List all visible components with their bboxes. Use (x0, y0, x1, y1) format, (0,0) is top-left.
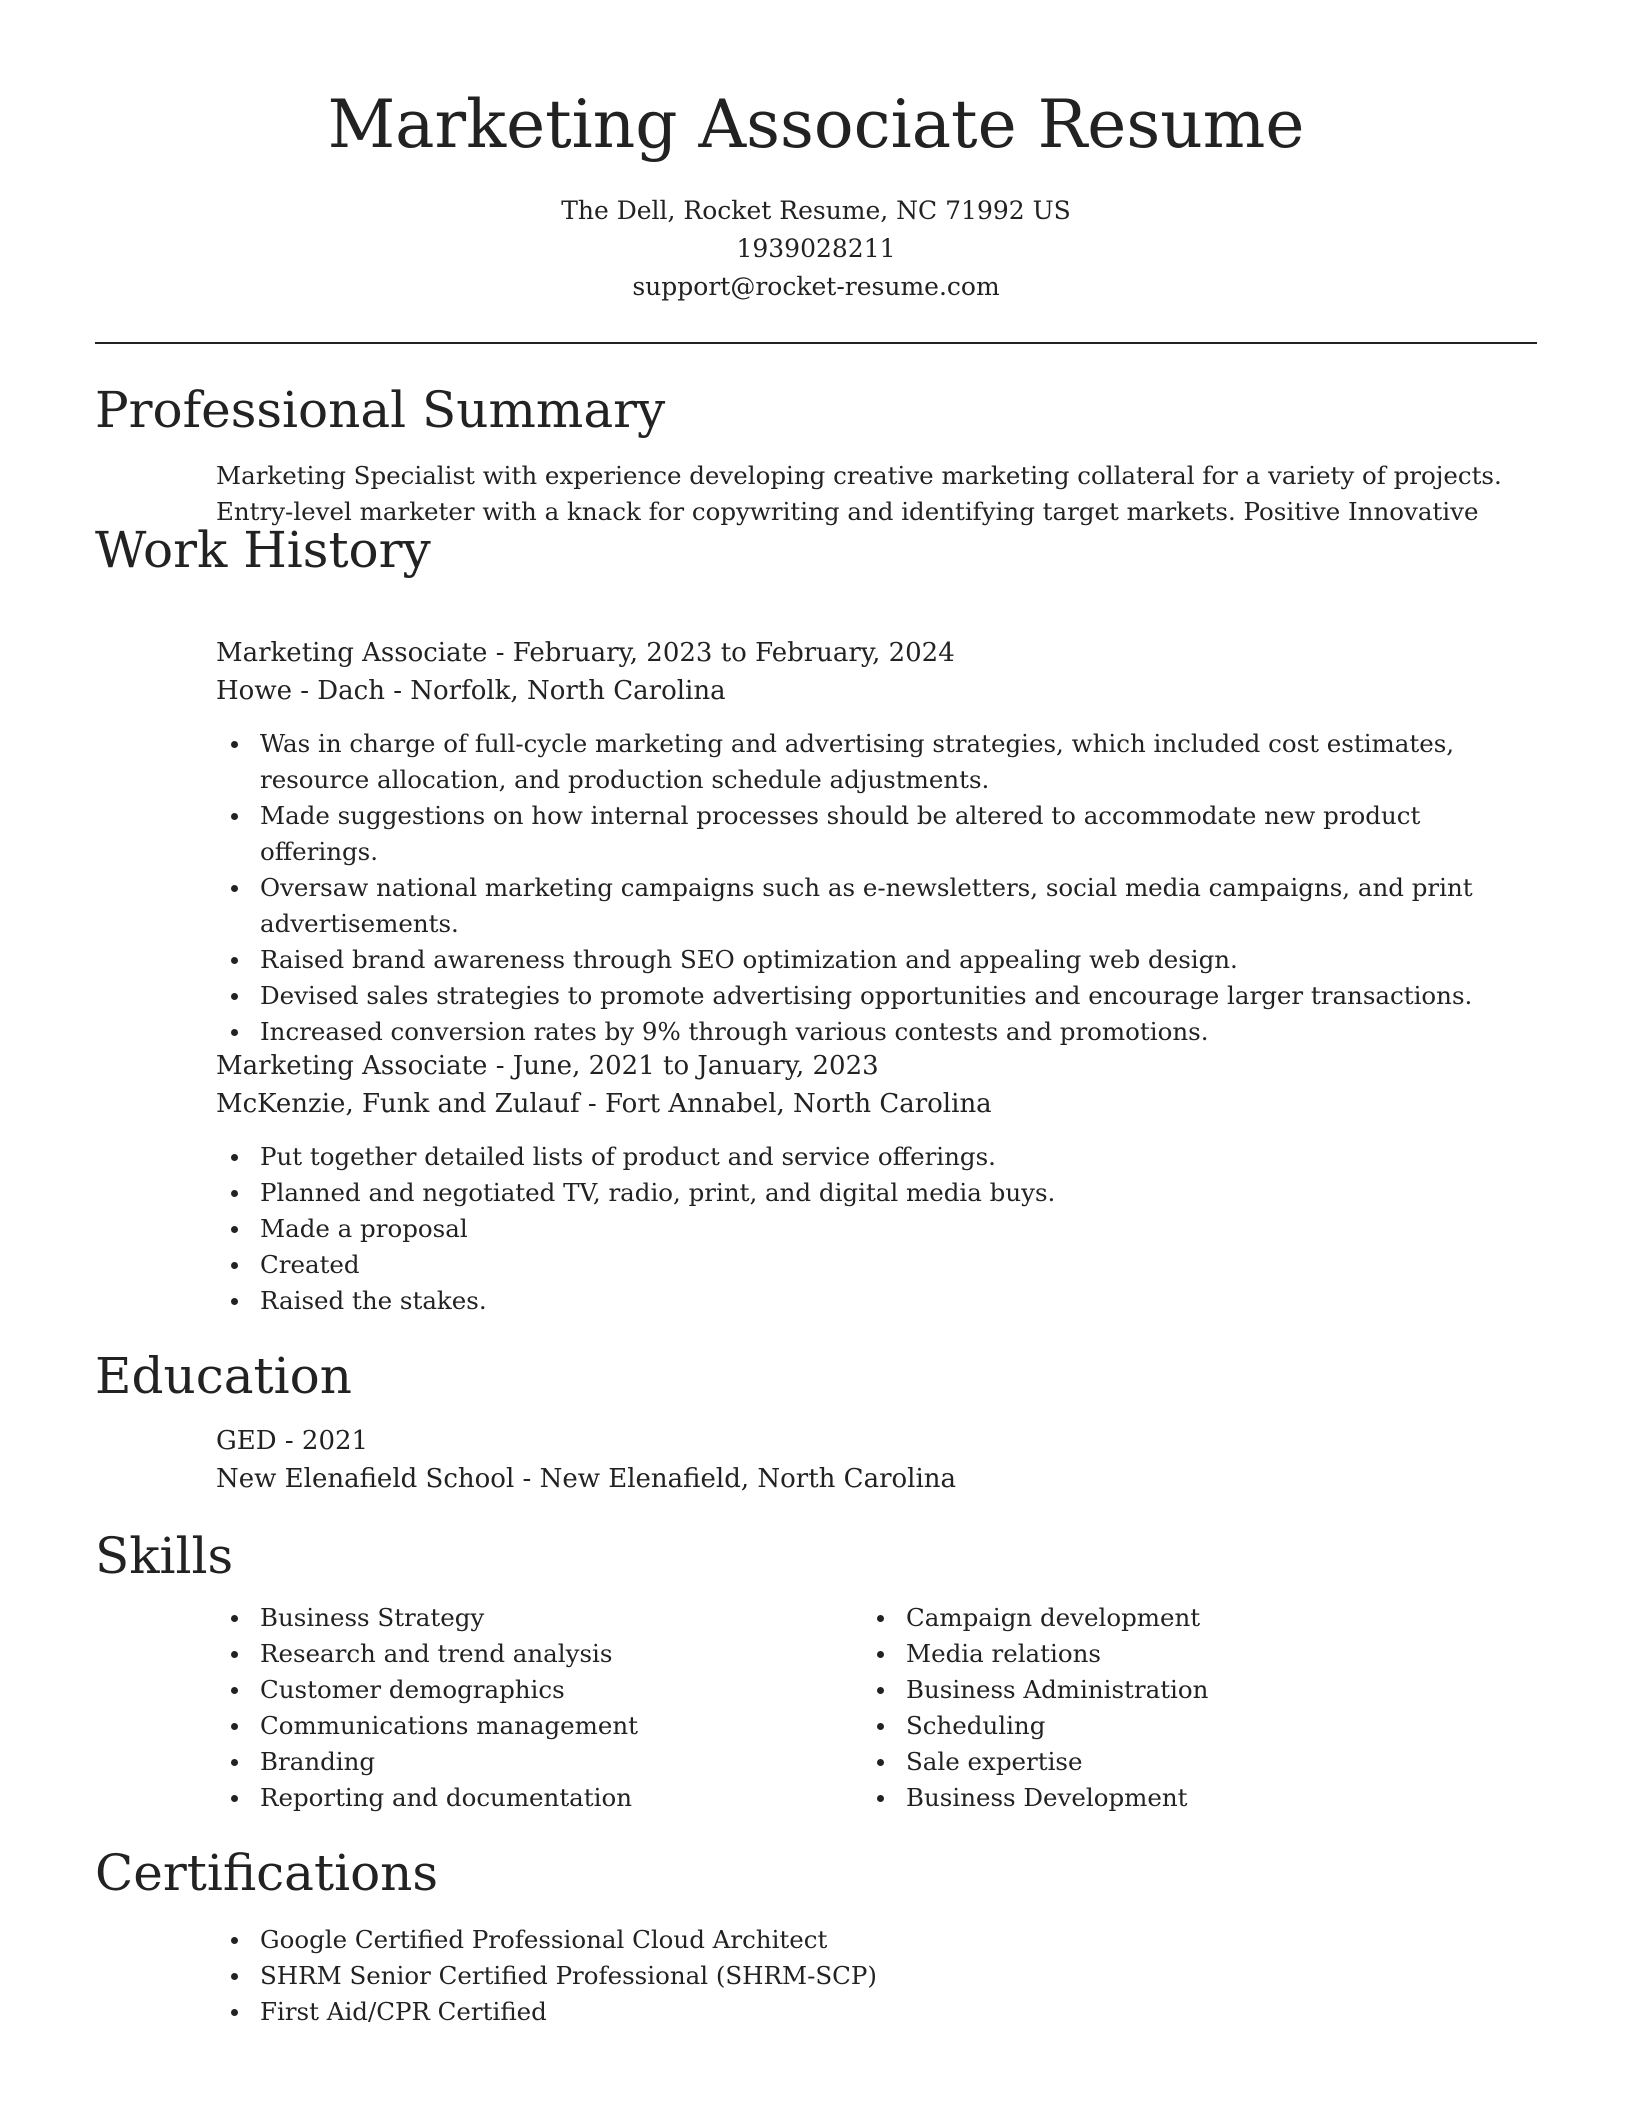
certifications-list (216, 1922, 1537, 2030)
job-location: - Fort Annabel, North Carolina (579, 1089, 992, 1119)
skill-item: Media relations (862, 1636, 1502, 1672)
job-bullet: Made suggestions on how internal processes should be altered to accommodate new product offerings. (216, 798, 1537, 870)
education-year: - 2021 (276, 1426, 369, 1456)
certification-item: Google Certified Professional Cloud Architect (216, 1922, 1537, 1958)
skill-item: Branding (216, 1744, 856, 1780)
job-dates: - June, 2021 to January, 2023 (487, 1051, 879, 1081)
job-bullet: Raised brand awareness through SEO optimization and appealing web design. (216, 942, 1537, 978)
job-bullet: Oversaw national marketing campaigns such as e-newsletters, social media campaigns, and print advertisements. (216, 870, 1537, 942)
contact-address: The Dell, Rocket Resume, NC 71992 US (561, 196, 1071, 225)
contact-phone: 1939028211 (736, 234, 896, 263)
job-entry (216, 634, 1537, 1050)
certifications-heading: Certifications (95, 1844, 439, 1902)
job-title: Marketing Associate (216, 1051, 488, 1081)
skills-list (216, 1600, 856, 1816)
job-bullet: Put together detailed lists of product and service offerings. (216, 1139, 1537, 1175)
skill-item: Business Strategy (216, 1600, 856, 1636)
education-school: New Elenafield School (216, 1464, 515, 1494)
job-bullets (216, 726, 1537, 1050)
skills-column-left (216, 1600, 856, 1816)
education-entry (216, 1422, 1537, 1498)
contact-email: support@rocket-resume.com (632, 272, 1000, 301)
skills-heading: Skills (95, 1527, 234, 1585)
job-title-line (216, 1047, 1537, 1085)
education-location: - New Elenafield, North Carolina (514, 1464, 957, 1494)
job-title: Marketing Associate (216, 638, 488, 668)
job-bullets (216, 1139, 1537, 1319)
job-bullet: Was in charge of full-cycle marketing and advertising strategies, which included cost estimates, resource allocation, and production schedule adjustments. (216, 726, 1537, 798)
job-company-line (216, 1085, 1537, 1123)
skill-item: Research and trend analysis (216, 1636, 856, 1672)
skills-list (862, 1600, 1502, 1816)
job-location: - Norfolk, North Carolina (384, 676, 726, 706)
job-dates: - February, 2023 to February, 2024 (487, 638, 955, 668)
contact-info (95, 192, 1537, 306)
certification-item: SHRM Senior Certified Professional (SHRM-SCP) (216, 1958, 1537, 1994)
summary-text: Marketing Specialist with experience developing creative marketing collateral for a variety of projects. Entry-level marketer with a knack for copywriting and identifying target markets. Positive Innovative (216, 461, 1502, 526)
education-heading: Education (95, 1347, 352, 1405)
certifications-section (216, 1922, 1537, 2030)
skill-item: Campaign development (862, 1600, 1502, 1636)
job-entry (216, 1047, 1537, 1319)
resume-title: Marketing Associate Resume (327, 86, 1305, 163)
job-title-line (216, 634, 1537, 672)
education-degree: GED (216, 1426, 277, 1456)
job-bullet: Made a proposal (216, 1211, 1537, 1247)
skill-item: Business Administration (862, 1672, 1502, 1708)
certification-item: First Aid/CPR Certified (216, 1994, 1537, 2030)
job-company: Howe - Dach (216, 676, 385, 706)
job-company: McKenzie, Funk and Zulauf (216, 1089, 580, 1119)
skill-item: Scheduling (862, 1708, 1502, 1744)
work-history-heading: Work History (95, 521, 431, 579)
job-bullet: Raised the stakes. (216, 1283, 1537, 1319)
job-bullet: Increased conversion rates by 9% through various contests and promotions. (216, 1014, 1537, 1050)
job-bullet: Planned and negotiated TV, radio, print, and digital media buys. (216, 1175, 1537, 1211)
job-bullet: Devised sales strategies to promote advertising opportunities and encourage larger transactions. (216, 978, 1537, 1014)
skill-item: Sale expertise (862, 1744, 1502, 1780)
education-degree-line (216, 1422, 1537, 1460)
skill-item: Reporting and documentation (216, 1780, 856, 1816)
summary-heading: Professional Summary (95, 381, 666, 439)
education-school-line (216, 1460, 1537, 1498)
skill-item: Communications management (216, 1708, 856, 1744)
skills-column-right (862, 1600, 1502, 1816)
header-divider (95, 342, 1537, 344)
skills-section (216, 1600, 1537, 1830)
job-company-line (216, 672, 1537, 710)
skill-item: Customer demographics (216, 1672, 856, 1708)
skill-item: Business Development (862, 1780, 1502, 1816)
job-bullet: Created (216, 1247, 1537, 1283)
